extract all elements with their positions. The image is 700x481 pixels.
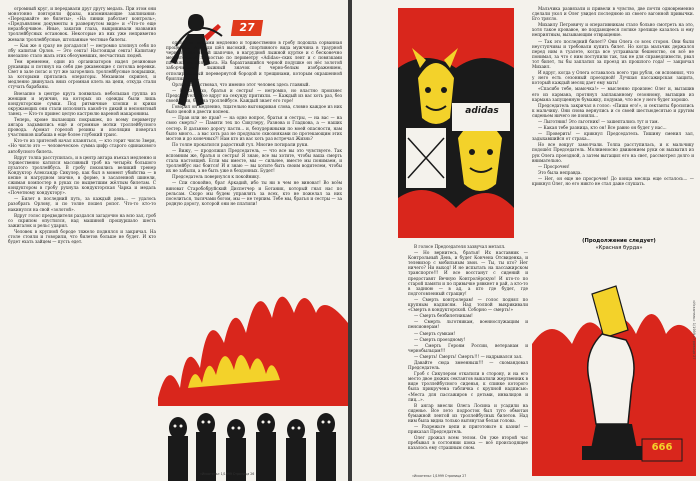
right-column-2 [532,6,694,238]
shirt-logo-text: adidas [465,106,499,116]
paragraph: — Смерть льготникам, военнослужащим и пенсионерам! [408,319,528,330]
paragraph: — Смерть контролерам! — голос поднял по крупным надписям. Над толпой выкрикивали «Смерть в кондукторской. Соборно — смерть!» [408,296,528,313]
paragraph: — Билет в последний путь, за каждый день... — удалось разобрать Орлову, и по толпе пошел ропот. Что-то кто-то накинулся на свой «золотой». [8,196,156,212]
paragraph: Кто-то из зрителей начал кланяться, — кто горит число Зверя, «Но число это — человеческое: сумма цифр старого одинакового автобусного билета. [8,138,156,154]
paragraph: Это была неправда. [538,169,582,175]
paragraph: — Спи спокойно, брат Аркадий, ибо ты ни в чем не виноват! Во всём виноват Старобобруйский Диспетчер и Ботаник, который гнал нас по рельсам. Скоро мы будем управлять за всех, кто не пожелал за них поселиться, тысячами богом, мы — не терпим. Тебе мы, братья и сестры — за родную дорогу, которой они не платили! [166,180,342,206]
continued-note: (Продолжение следует) [582,238,656,244]
paragraph: — Разрежьте цепи и приготовьте к казни! — приказал Председатель. [408,424,528,435]
paragraph: — Смерть проездному! [414,336,466,342]
paragraph: Но все вокруг замолчали. Толпа расступилась, и к мальчику подошёл Председатель. Молниеносно движением руки он выхватил из рук Олега проездной, а затем вытащил его на свет, рассмотрел долго и внимательно. [532,142,694,163]
paragraph: — Нет, он еще не просрочен! До конца месяца еще осталось... — крикнул Олег, но его никто не стал даже слушать. [532,175,694,186]
paragraph: Орлов почувствовал, что именно этот человек здесь главный. [172,81,310,87]
paragraph: — Просрочен! [538,163,570,169]
paragraph: По толпе прокатился радостный гул. Многие потирали руки. [172,141,309,147]
paragraph: — Смерть Героям России, ветеранам и чернобыльцам!!! [408,342,528,353]
paragraph: — Так это последний билет!? Они Олега со всех сторон. Они были неуступчивы и требовали купить билет. Но когда мальчик держался перед ним в туалете, когда все устраивали бешенство, он всё не понимал, за что с ним поступили так, так не для справедливости, рвал тот билет, ты бы заплатил за проезд из прошлого года! — закричал Михаил. [532,38,694,70]
paragraph: В ангар внесли Олега Лосина и усадили на сиденье. Все лето подросток был туго обмотан бумажной лентой из троллейбусных билетов. Над ним была видна только вытянутая белая голова. [408,402,528,423]
paragraph: Вдруг голос предводителя раздался загадочно на всю зал, гроб со скрипом опустился, над машиной прошуршало шесть зажигалок и рельс ударил. [8,212,156,228]
paragraph: Вдруг толпа расступилась, и в центр ангара въехал медленно и торжественно катился массивный троб на четырёх большого пузатого троллейбуса. В гробу покоились великий тренер Кондуктор Александр Сикулер, как был в момент убийства — в кепке и нагрудном значке, в форме, в засаленной шинели, сжимая компостер в руках по выцветшим жёлтым билетам. С кондуктором в гробу рухнула кондукторская Чарка и медаль «Почетному кондуктору». [8,154,156,196]
paragraph: — Прав или не прав? — на одно вопрос, братья и сестры, — на вас — на свою смерть? — Памяти тех по Сикулеру, Разнова и Гладкова, а — наших сестер. В дальнюю дорогу пасти... и, безудержными по моей опасности, нам было много... а вас хоть раз не продувало сквозняками по протекающим этих мостов и до конечных?! Нам кто из вас хоть раз встречал Жизнь? [166,115,342,141]
paragraph: — Как же я сразу не догадался! — негромко хлопнул себя по лбу капитан Орлов. — Это секта! Настоящая секта! Капитану внезапно стало жаль этих обезумевших, несчастных людей. [8,42,156,58]
paragraph: — Ну-ка тихо, братья и сестры! — негромко, но властно произнес Председатель. Все вдруг на секунду притихли. — Каждый из вас хоть раз, без своей воли, был на троллейбусе. Каждый знает его горе! [166,87,342,104]
left-folio: «Искатель» 1/1999 Страница 26 [200,472,255,476]
paragraph: — Смерть! Смерть! Смерть!!! — надрывался зал. [414,353,523,359]
paragraph: В голосе Председателя зазвучал металл. [414,244,506,249]
paragraph: одной, за венками медленно и торжественно в гробу подошла сорванная процессия. Впереди шёл высокий, спортивного вида мужчина в траурной черной нейлоновой шапочке, в нагрудной лыжной куртке и с бесконечно медлительной ловкостью по периметру «Adidas»-ских лент и с повязками пассажиров для гласа. На барахтавшийся черной подушке он нёс золотой заборчиковый лыжный значок с черно-белым изображением, отполированный перевернутой бородой и трещинами, которым окрашенной бриллиантами. [166,40,342,81]
paragraph: Мальчика развязали и привели в чувство, две почти одновременно сделали укол и Олег увидел последнюю из своего вагонной привычки. Его трясло. [532,6,694,22]
hand-ticket-illustration [532,254,696,476]
left-page [0,0,348,481]
paragraph: — Какая тебе разница, кто он! Все равно он будет у нас... [538,125,667,131]
paragraph: Гроб с Сикулером откатили в сторону, и на его место двое дюжих сектантов выкатили жертвенник в виде троллейбусного сиденья, к спинке которого была прикручена табличка с крупной надписью: «Места для пассажиров с детьми, инвалидов и лиц...». [408,371,528,402]
right-side-folio: «Искатель» 1/1999 Страница 27 [692,300,696,360]
devil-number-text: 666 [651,442,673,453]
paragraph: — Проверить! — крикнул Председатель. Тишину сменил зал, задыхавшийся от страха... [532,131,694,142]
paragraph: Председатель повернулся к покойнику. [172,174,261,180]
paragraph: Олег дрожал всем телом. Он уже второй час пребывал в состоянии шока — всё происходящее казалось ему страшным сном. [408,435,528,451]
paragraph: Михаилу Петровичу и оперативникам стало больно смотреть на это, хотя такое кровавое, не поддающееся логике зрелище казалось и ему неприятным, вызывающим отвращение. [532,22,694,38]
paragraph: — Лыготник! Это льготник! — зашептались тут и там. [538,118,659,124]
crowd-fire-illustration [158,278,348,481]
page-number-badge: 27 [231,20,263,36]
left-column-1 [8,6,156,476]
right-folio: «Искатель» 1/1999 Страница 27 [412,474,467,478]
paragraph: «Спасибо тебе, мамочка!» — мысленно произнес Олег и, выташив его из кармана, протянул заплаканному сезонному, вытащив из кармана запущенную бумажку, подумав, что все у него будет хорошо. [532,86,694,102]
paragraph: Человек в крупной бороде тяжело поднялся и закричал. На столе стояли и говорили, что билетов больше не будет. И кто будет ехать зайцем — пусть едет. [8,228,156,245]
paragraph: Давайте сюда змеенныш!!! — скомандовал Председатель. [408,359,528,371]
next-chapter-title: «Красная бурда» [595,245,643,251]
paragraph: Председатель закричал в голос: «Пиши его!», и сектанты бросились к мальчику. Они снова вернулись и со своей шестьюдесятью и другим сиденьем ничего не поняли... [532,102,694,118]
paragraph: Говорил он медленно, тщательно выговаривая слова, словно каждое из них было ценой в двести копеек. [166,104,342,115]
paragraph: — Вижу, — продолжил Председатель, — что все вы это чувствуете. Так вспомним же, братья и сестры! Я знаю, все вы хотите, чтобы ваша смерть стала настоящей. Если мы вместе, мы — сильнее, вместе мы понимаем, и троллейбус нас боится! И я знаю — вы хотите быть своим водителем, чтобы их не забыли, а не быть уже в бездонных. Будет! [166,147,342,174]
paragraph: Теперь, кроме пылающих покрышек, по всему периметру ангара задымились ещё и огромные мотки троллейбусного провода. Аромат горелой резины и изоляции повергал участников шабаша в еще более глубокий транс. [8,116,156,138]
paragraph: — Смерть безбилетникам! [414,313,473,319]
paragraph: — Но вернитесь, братья! Их наставник — Контрольный День, и будет Кончена Отсвиденка, и телевизор с мобильным звон. — Ты, ты кто? Нет ничего? Ни выход! И не испытать на пассажирском транспорте!!! И все восстанут с сидений и предоставят Вечную Контролёрскую! И кто-то по старой памяти и по привычке рявкнет в рай, а кто-то в заднюю — в ад, а кто где будет, где подготовленный стращну! [408,250,528,296]
paragraph: огромный круг, и передавали друг другу медаль. При этом они монотонно повторяли фразы, напоминающие заклинания: «Передавайте не билеты», «На линии работает контроль», «Предъявляем документы в развернутом виде» и «Что-то еще неразборчивое. Иные, закатив глаза, выкрикивали названия троллейбусных остановок. Некоторые из них уже неприметно жевали троллейбусные, штопанные честные билеты. [8,6,156,42]
paragraph: Тем временем, один из организаторов надел резиновые рукавицы и потянул на себя две ржавеющие с потолка веревки. Свет в зале погас и тут же загорелись троллейбусные покрышки, за которыми прятались операторы. Механизм скрипел, и медленно двинулась вниз огромная клеть на цепи, откуда стали стучать барабаны. [8,58,156,90]
paragraph: И вдруг, когда у Олега оставалось всего три рубля, он вспомнил, что у него есть сезонный проездной! Лучшая пассажирская защита, который каждый месяц дает ему мать! [532,70,694,86]
left-column-2 [166,40,342,270]
paragraph: Внезапно в центре круга появилась небольшая группа из женщин и мужчин, на которых из одежды были лишь кондукторские сумки. Под ритмичные хлопки и крики окружающих они стали исполнять какой-то дикий и непонятный танец. — Кто-то принес целую кастрюлю вареной макаронины. [8,90,156,116]
right-page [352,0,700,481]
devils-illustration [398,8,514,238]
right-column-1 [408,244,528,474]
paragraph: — Смерть сумкам! [414,330,456,336]
